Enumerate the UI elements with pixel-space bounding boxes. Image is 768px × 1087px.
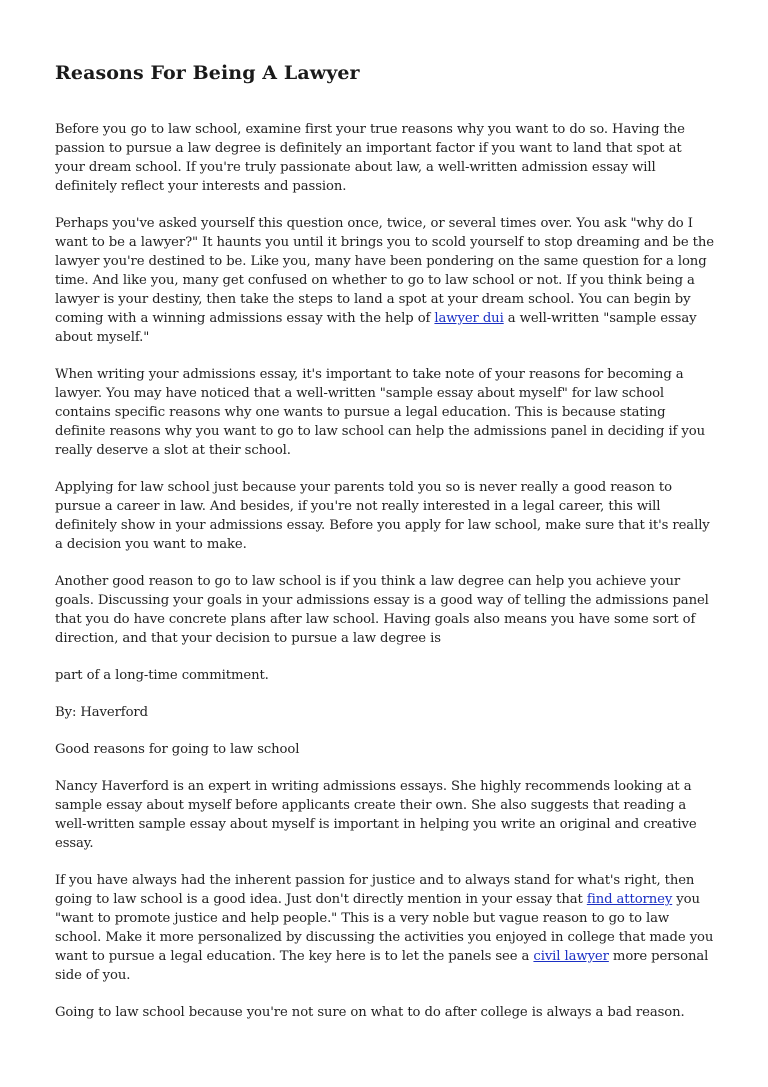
paragraph-haverford: Nancy Haverford is an expert in writing admissions essays. She highly recommends looking at a sample essay about myself before applicants create their own. She also suggests that reading a well-written sample essay about myself is important in helping you write an original and creative essay. xyxy=(55,779,697,851)
civil-lawyer-link[interactable]: civil lawyer xyxy=(533,949,609,964)
paragraph-intro: Before you go to law school, examine first your true reasons why you want to do so. Having the passion to pursue a law degree is definitely an important factor if you want to land that spot at your dream school. If you're truly passionate about law, a well-written admission essay will definitely reflect your interests and passion. xyxy=(55,122,685,194)
paragraph-goals: Another good reason to go to law school is if you think a law degree can help you achieve your goals. Discussing your goals in your admissions essay is a good way of telling the admissions panel that you do have concrete plans after law school. Having goals also means you have some sort of direction, and that your decision to pursue a law degree is xyxy=(55,574,709,646)
paragraph-commitment: part of a long-time commitment. xyxy=(55,668,269,683)
paragraph-text: Perhaps you've asked yourself this question once, twice, or several times over. You ask "why do I want to be a lawyer?" It haunts you until it brings you to scold yourself to stop dreaming and be the lawyer you're destined to be. Like you, many have been pondering on the same question for a long time. And like you, many get confused on whether to go to law school or not. If you think being a lawyer is your destiny, then take the steps to land a spot at your dream school. You can begin by coming with a winning admissions essay with the help of xyxy=(55,216,714,326)
paragraph-text: a well-written "sample essay about myself." xyxy=(55,311,697,345)
paragraph-justice xyxy=(55,871,715,985)
paragraph-bad-reason: Going to law school because you're not sure on what to do after college is always a bad reason. xyxy=(55,1005,685,1020)
paragraph-parents: Applying for law school just because your parents told you so is never really a good reason to pursue a career in law. And besides, if you're not really interested in a legal career, this will definitely show in your admissions essay. Before you apply for law school, make sure that it's really a decision you want to make. xyxy=(55,480,710,552)
section-heading: Good reasons for going to law school xyxy=(55,742,300,757)
byline: By: Haverford xyxy=(55,705,148,720)
lawyer-dui-link[interactable]: lawyer dui xyxy=(434,311,504,326)
page-title: Reasons For Being A Lawyer xyxy=(55,62,360,84)
paragraph-text: you "want to promote justice and help people." This is a very noble but vague reason to go to law school. Make it more personalized by discussing the activities you enjoyed in college that made you want to pursue a legal education. The key here is to let the panels see a xyxy=(55,892,714,964)
find-attorney-link[interactable]: find attorney xyxy=(586,892,673,907)
paragraph-reasons: When writing your admissions essay, it's important to take note of your reasons for becoming a lawyer. You may have noticed that a well-written "sample essay about myself" for law school contains specific reasons why one wants to pursue a legal education. This is because stating definite reasons why you want to go to law school can help the admissions panel in deciding if you really deserve a slot at their school. xyxy=(55,367,706,458)
document-page xyxy=(55,60,715,1040)
paragraph-text: more personal side of you. xyxy=(55,949,709,983)
paragraph-destiny xyxy=(55,214,715,347)
paragraph-text: If you have always had the inherent passion for justice and to always stand for what's right, then going to law school is a good idea. Just don't directly mention in your essay that xyxy=(55,873,695,907)
